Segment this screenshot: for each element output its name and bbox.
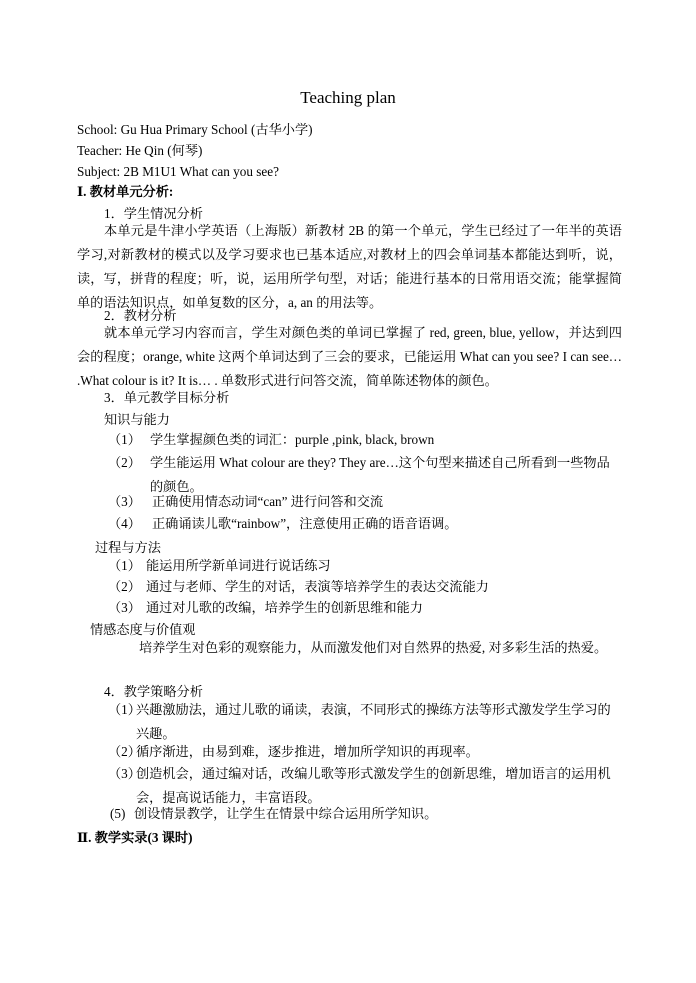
item-number: （3） [108, 766, 141, 781]
process-item-3 [108, 596, 622, 620]
knowledge-item-4 [108, 512, 622, 536]
item-text: 正确使用情态动词“can” 进行问答和交流 [152, 494, 384, 509]
s1-paragraph: 本单元是牛津小学英语（上海版）新教材 2B 的第一个单元，学生已经过了一年半的英语学习,对新教材的模式以及学习要求也已基本适应,对教材上的四会单词基本都能达到听，说，读，写，拼背的程度；听，说，运用所学句型，对话；能进行基本的日常用语交流；能掌握简单的语法知识点，如单复数的区分，a, an 的用法等。 [77, 223, 622, 310]
item-number: (5) [110, 806, 126, 821]
item-number: （1） [108, 558, 141, 573]
item-text: 学生能运用 What colour are they? They are…这个句型来描述自己所看到一些物品的颜色。 [150, 455, 610, 494]
item-number: （4） [108, 516, 141, 531]
section1-heading: Ⅰ. 教材单元分析: [77, 184, 174, 199]
school-line: School: Gu Hua Primary School (古华小学) [77, 122, 313, 137]
item-text: 创设情景教学，让学生在情景中综合运用所学知识。 [134, 806, 438, 821]
item-number: （3） [108, 600, 141, 615]
item-number: （2） [108, 744, 141, 759]
item-number: （2） [108, 579, 141, 594]
s4-heading: 4．教学策略分析 [104, 684, 203, 699]
item-text: 通过与老师、学生的对话，表演等培养学生的表达交流能力 [146, 579, 489, 594]
teacher-line: Teacher: He Qin (何琴) [77, 143, 203, 158]
item-text: 学生掌握颜色类的词汇：purple ,pink, black, brown [150, 432, 435, 447]
item-text: 正确诵读儿歌“rainbow”，注意使用正确的语音语调。 [152, 516, 458, 531]
knowledge-item-1 [108, 428, 622, 452]
item-number: （1） [108, 432, 141, 447]
subject-line: Subject: 2B M1U1 What can you see? [77, 164, 279, 179]
s1-heading: 1．学生情况分析 [104, 206, 203, 221]
s2-paragraph: 就本单元学习内容而言，学生对颜色类的单词已掌握了 red, green, blue, yellow，并达到四会的程度；orange, white 这两个单词达到了三会的要求，已能运用 What can you see? I can see… .What colour is it? It is… . 单数形式进行问答交流，简单陈述物体的颜色。 [77, 325, 622, 388]
s3-heading: 3．单元教学目标分析 [104, 390, 230, 405]
item-text: 通过对儿歌的改编，培养学生的创新思维和能力 [146, 600, 423, 615]
item-text: 兴趣激励法，通过儿歌的诵读，表演，不同形式的操练方法等形式激发学生学习的兴趣。 [136, 702, 611, 741]
item-number: （2） [108, 455, 141, 470]
section2-heading: Ⅱ. 教学实录(3 课时) [77, 830, 193, 845]
item-number: （1） [108, 702, 141, 717]
attitude-paragraph: 培养学生对色彩的观察能力，从而激发他们对自然界的热爱, 对多彩生活的热爱。 [139, 640, 608, 655]
knowledge-heading: 知识与能力 [104, 412, 170, 427]
item-text: 创造机会，通过编对话，改编儿歌等形式激发学生的创新思维，增加语言的运用机会，提高说话能力，丰富语段。 [136, 766, 611, 805]
item-text: 循序渐进，由易到难，逐步推进，增加所学知识的再现率。 [136, 744, 479, 759]
process-heading: 过程与方法 [95, 540, 161, 555]
strategy-item-1 [108, 698, 622, 746]
page-title: Teaching plan [300, 88, 396, 107]
strategy-item-5 [110, 802, 622, 826]
item-number: （3） [108, 494, 141, 509]
knowledge-item-3 [108, 490, 622, 514]
s2-heading: 2．教材分析 [104, 308, 177, 323]
attitude-heading: 情感态度与价值观 [90, 622, 196, 637]
strategy-item-2 [108, 740, 622, 764]
item-text: 能运用所学新单词进行说话练习 [146, 558, 331, 573]
